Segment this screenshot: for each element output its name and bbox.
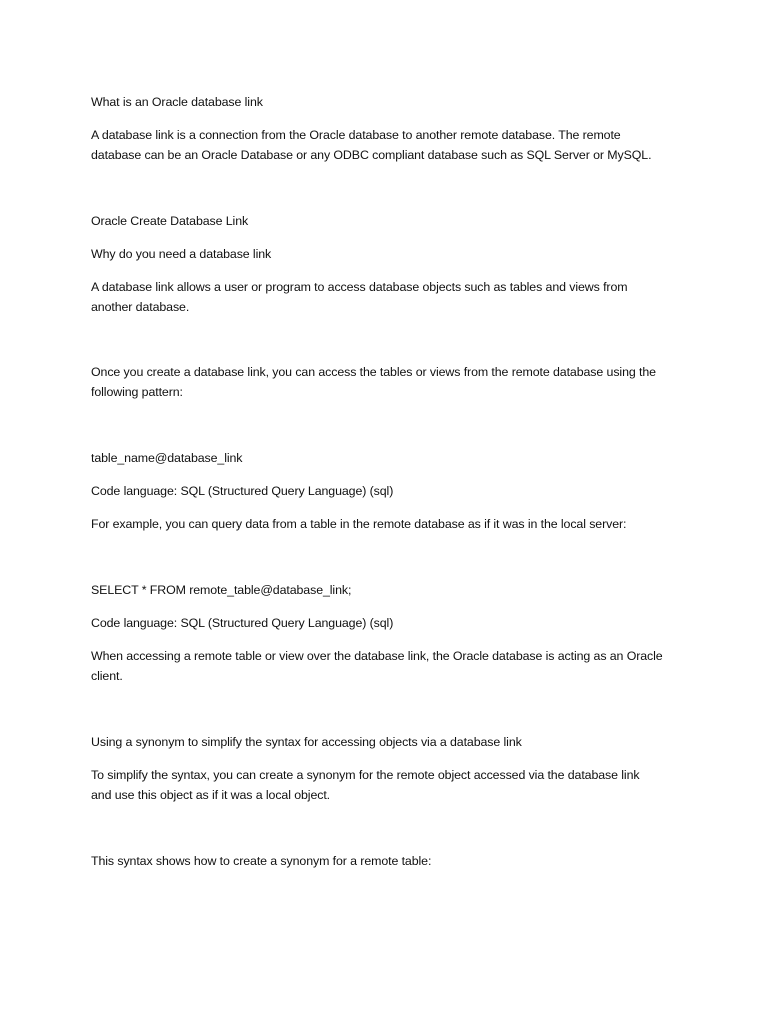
paragraph-accessing-line-2: client. xyxy=(91,669,123,683)
paragraph-accessing-line-1: When accessing a remote table or view over the database link, the Oracle database is acting as an Oracle xyxy=(91,649,663,663)
paragraph-example: For example, you can query data from a table in the remote database as if it was in the local server: xyxy=(91,517,627,531)
paragraph-why-line-1: A database link allows a user or program to access database objects such as tables and views from xyxy=(91,280,628,294)
heading-oracle-create-database-link: Oracle Create Database Link xyxy=(91,214,249,228)
code-select-statement: SELECT * FROM remote_table@database_link; xyxy=(91,583,352,597)
heading-why-need-database-link: Why do you need a database link xyxy=(91,247,272,261)
paragraph-simplify-line-1: To simplify the syntax, you can create a synonym for the remote object accessed via the database link xyxy=(91,768,640,782)
paragraph-simplify-line-2: and use this object as if it was a local object. xyxy=(91,788,331,802)
heading-using-synonym: Using a synonym to simplify the syntax for accessing objects via a database link xyxy=(91,735,522,749)
code-language-note-2: Code language: SQL (Structured Query Language) (sql) xyxy=(91,616,394,630)
paragraph-intro-line-1: A database link is a connection from the Oracle database to another remote database. The remote xyxy=(91,128,621,142)
paragraph-intro-line-2: database can be an Oracle Database or any ODBC compliant database such as SQL Server or MySQL. xyxy=(91,148,652,162)
code-pattern: table_name@database_link xyxy=(91,451,243,465)
code-language-note-1: Code language: SQL (Structured Query Language) (sql) xyxy=(91,484,394,498)
paragraph-syntax-shows: This syntax shows how to create a synonym for a remote table: xyxy=(91,854,432,868)
paragraph-once-line-1: Once you create a database link, you can access the tables or views from the remote database using the xyxy=(91,365,656,379)
paragraph-once-line-2: following pattern: xyxy=(91,385,183,399)
paragraph-why-line-2: another database. xyxy=(91,300,190,314)
heading-what-is-oracle-database-link: What is an Oracle database link xyxy=(91,95,263,109)
